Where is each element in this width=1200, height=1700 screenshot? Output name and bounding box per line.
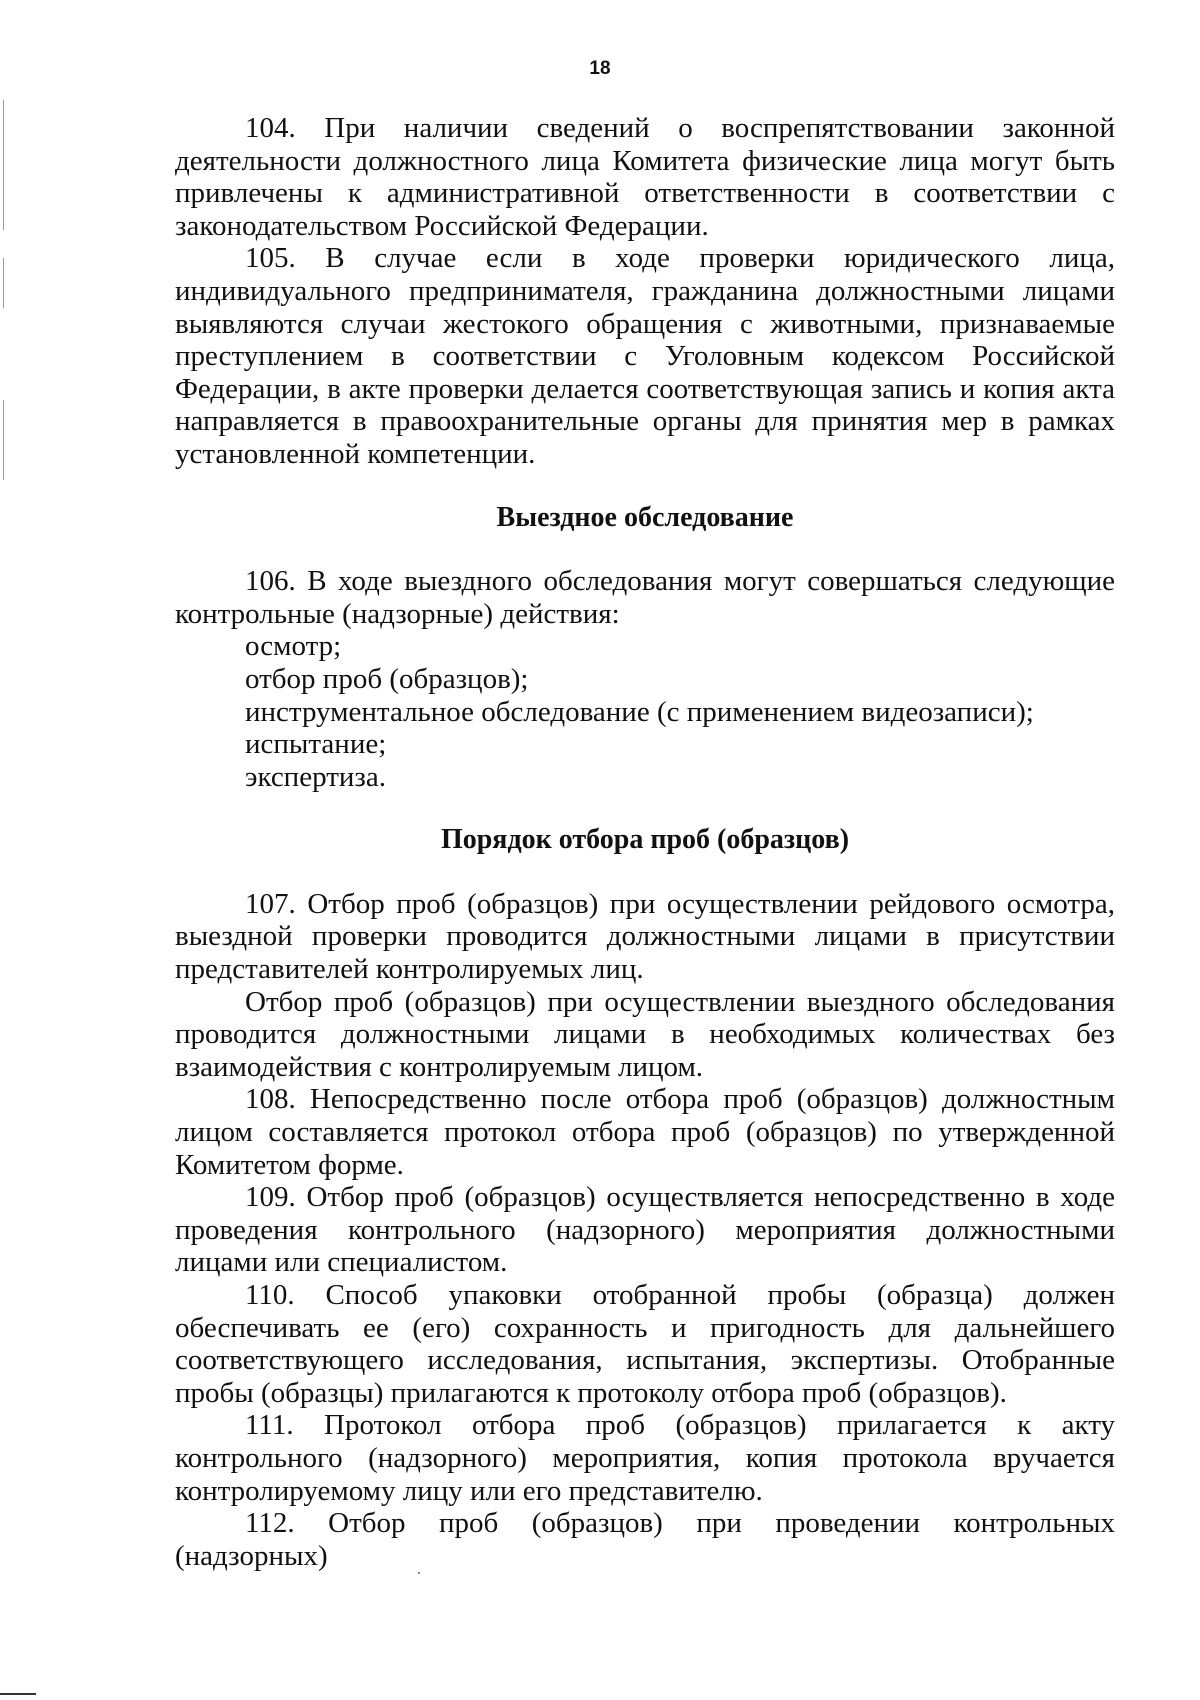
list-item: отбор проб (образцов);	[245, 662, 529, 695]
scan-binding-line-3	[3, 400, 4, 480]
scan-binding-line-1	[3, 100, 4, 230]
list-item: экспертиза.	[245, 760, 386, 793]
section-heading: Выездное обследование	[496, 501, 794, 533]
paragraph: 111. Протокол отбора проб (образцов) прилагается к акту контрольного (надзорного) мероприятия, копия протокола вручается контролируемому лицу или его представителю.	[175, 1409, 1115, 1507]
page-number: 18	[589, 58, 611, 79]
scan-speck	[418, 1572, 420, 1574]
paragraph: 108. Непосредственно после отбора проб (образцов) должностным лицом составляется протокол отбора проб (образцов) по утвержденной Комитетом форме.	[175, 1083, 1115, 1181]
paragraph: 105. В случае если в ходе проверки юридического лица, индивидуального предпринимателя, гражданина должностными лицами выявляются случаи жестокого обращения с животными, признаваемые преступлением в соответствии с Уголовным кодексом Российской Федерации, в акте проверки делается соответствующая запись и копия акта направляется в правоохранительные органы для принятия мер в рамках установленной компетенции.	[175, 242, 1115, 470]
list-item: инструментальное обследование (с применением видеозаписи);	[245, 695, 1034, 728]
document-body	[175, 112, 1115, 1572]
scan-edge-mark	[0, 1693, 36, 1695]
paragraph: 104. При наличии сведений о воспрепятствовании законной деятельности должностного лица Комитета физические лица могут быть привлечены к административной ответственности в соответствии с законодательством Российской Федерации.	[175, 112, 1115, 242]
list-item: осмотр;	[245, 630, 342, 663]
list-item: испытание;	[245, 728, 387, 761]
paragraph: 109. Отбор проб (образцов) осуществляется непосредственно в ходе проведения контрольного (надзорного) мероприятия должностными лицами или специалистом.	[175, 1181, 1115, 1279]
scan-binding-line-2	[3, 258, 4, 308]
section-heading: Порядок отбора проб (образцов)	[440, 824, 850, 856]
paragraph: 106. В ходе выездного обследования могут совершаться следующие контрольные (надзорные) действия:	[175, 565, 1115, 630]
paragraph: 107. Отбор проб (образцов) при осуществлении рейдового осмотра, выездной проверки проводится должностными лицами в присутствии представителей контролируемых лиц.	[175, 887, 1115, 986]
paragraph: 110. Способ упаковки отобранной пробы (образца) должен обеспечивать ее (его) сохранность и пригодность для дальнейшего соответствующего исследования, испытания, экспертизы. Отобранные пробы (образцы) прилагаются к протоколу отбора проб (образцов).	[175, 1279, 1115, 1409]
action-list	[175, 630, 1115, 793]
paragraph: 112. Отбор проб (образцов) при проведении контрольных (надзорных)	[175, 1507, 1115, 1572]
paragraph: Отбор проб (образцов) при осуществлении выездного обследования проводится должностными лицами в необходимых количествах без взаимодействия с контролируемым лицом.	[175, 985, 1115, 1083]
